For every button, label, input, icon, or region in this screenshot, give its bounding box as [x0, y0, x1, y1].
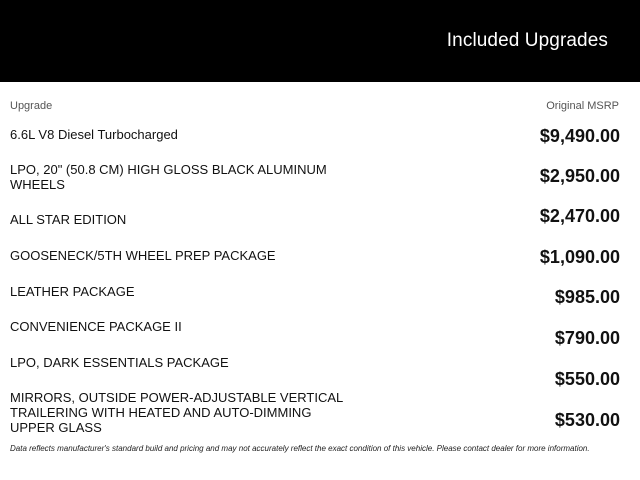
upgrade-name: GOOSENECK/5TH WHEEL PREP PACKAGE [10, 248, 276, 263]
upgrade-name: MIRRORS, OUTSIDE POWER-ADJUSTABLE VERTICAL TRAILERING WITH HEATED AND AUTO-DIMMING UPPER GLASS [10, 390, 343, 435]
upgrade-price: $790.00 [554, 328, 620, 348]
upgrade-name: LEATHER PACKAGE [10, 284, 135, 299]
page-title: Included Upgrades [446, 30, 608, 51]
upgrade-price: $2,470.00 [539, 206, 620, 226]
upgrade-name: LPO, 20" (50.8 CM) HIGH GLOSS BLACK ALUMINUM WHEELS [10, 162, 327, 192]
upgrade-price: $530.00 [554, 410, 620, 430]
column-header-original-msrp: Original MSRP [546, 100, 619, 112]
upgrade-price: $9,490.00 [539, 126, 620, 146]
upgrade-name: LPO, DARK ESSENTIALS PACKAGE [10, 355, 229, 370]
upgrade-price: $985.00 [554, 287, 620, 307]
upgrade-price: $2,950.00 [539, 166, 620, 186]
column-header-upgrade: Upgrade [10, 100, 53, 112]
upgrade-name: 6.6L V8 Diesel Turbocharged [10, 127, 178, 142]
upgrade-price: $1,090.00 [539, 247, 620, 267]
upgrade-name: ALL STAR EDITION [10, 212, 127, 227]
page-header [0, 0, 640, 82]
disclaimer-text: Data reflects manufacturer's standard build and pricing and may not accurately reflect the exact condition of this vehicle. Please contact dealer for more information. [10, 444, 590, 453]
upgrade-price: $550.00 [554, 369, 620, 389]
upgrade-name: CONVENIENCE PACKAGE II [10, 319, 182, 334]
